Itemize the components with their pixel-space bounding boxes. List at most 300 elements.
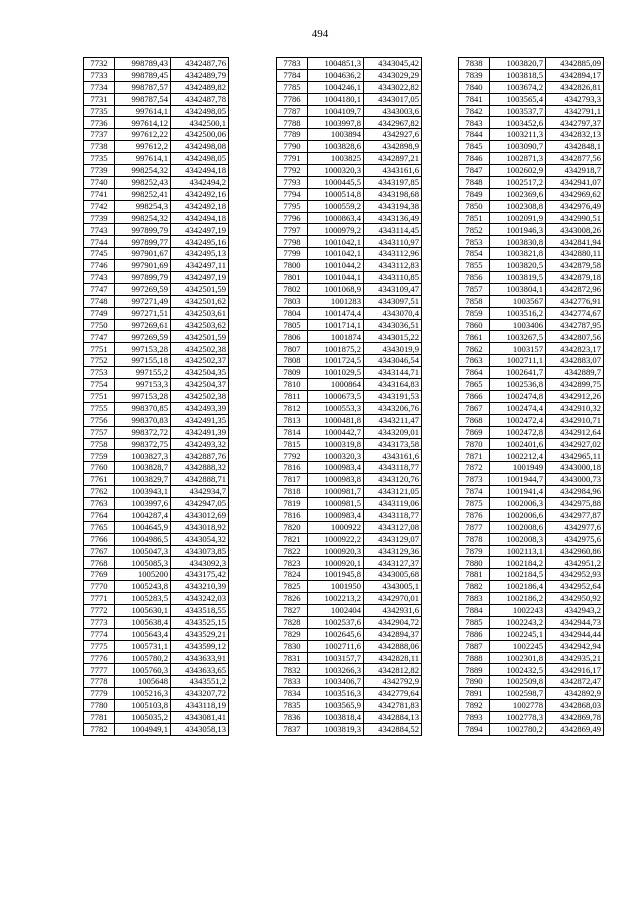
y-coordinate-cell: 4342791,1 <box>546 105 604 117</box>
point-number-cell: 7842 <box>459 105 490 117</box>
point-number-cell: 7834 <box>277 688 308 700</box>
point-number-cell: 7742 <box>84 200 115 212</box>
x-coordinate-cell: 1003819,3 <box>308 723 364 735</box>
table-row <box>277 224 422 236</box>
x-coordinate-cell: 1002186,4 <box>490 581 546 593</box>
x-coordinate-cell: 997153,3 <box>115 379 171 391</box>
x-coordinate-cell: 998254,32 <box>115 165 171 177</box>
x-coordinate-cell: 1002184,2 <box>490 557 546 569</box>
table-row <box>459 474 604 486</box>
x-coordinate-cell: 997899,79 <box>115 272 171 284</box>
point-number-cell: 7763 <box>84 497 115 509</box>
table-row <box>277 640 422 652</box>
table-row <box>459 652 604 664</box>
table-row <box>84 474 229 486</box>
x-coordinate-cell: 1005243,8 <box>115 581 171 593</box>
x-coordinate-cell: 1000514,8 <box>308 188 364 200</box>
y-coordinate-cell: 4343005,68 <box>364 569 422 581</box>
y-coordinate-cell: 4342950,92 <box>546 593 604 605</box>
point-number-cell: 7851 <box>459 212 490 224</box>
point-number-cell: 7745 <box>84 248 115 260</box>
table-row <box>277 236 422 248</box>
point-number-cell: 7811 <box>277 390 308 402</box>
x-coordinate-cell: 1000445,5 <box>308 176 364 188</box>
x-coordinate-cell: 997899,79 <box>115 224 171 236</box>
point-number-cell: 7772 <box>84 604 115 616</box>
x-coordinate-cell: 1003157,7 <box>308 652 364 664</box>
point-number-cell: 7837 <box>277 723 308 735</box>
point-number-cell: 7817 <box>277 474 308 486</box>
point-number-cell: 7785 <box>277 81 308 93</box>
y-coordinate-cell: 4342910,71 <box>546 414 604 426</box>
point-number-cell: 7739 <box>84 165 115 177</box>
point-number-cell: 7888 <box>459 652 490 664</box>
point-number-cell: 7771 <box>84 593 115 605</box>
table-row <box>277 581 422 593</box>
table-row <box>84 93 229 105</box>
y-coordinate-cell: 4342935,21 <box>546 652 604 664</box>
x-coordinate-cell: 1004986,5 <box>115 533 171 545</box>
point-number-cell: 7753 <box>84 367 115 379</box>
point-number-cell: 7859 <box>459 307 490 319</box>
table-row <box>277 295 422 307</box>
y-coordinate-cell: 4343525,15 <box>171 616 229 628</box>
y-coordinate-cell: 4342494,18 <box>171 212 229 224</box>
table-row <box>84 105 229 117</box>
x-coordinate-cell: 1003211,3 <box>490 129 546 141</box>
y-coordinate-cell: 4342927,02 <box>546 438 604 450</box>
x-coordinate-cell: 1000673,5 <box>308 390 364 402</box>
y-coordinate-cell: 4342501,62 <box>171 295 229 307</box>
x-coordinate-cell: 1005085,3 <box>115 557 171 569</box>
x-coordinate-cell: 1005283,5 <box>115 593 171 605</box>
y-coordinate-cell: 4342880,11 <box>546 248 604 260</box>
x-coordinate-cell: 1005103,8 <box>115 700 171 712</box>
table-row <box>277 462 422 474</box>
table-row <box>459 533 604 545</box>
table-row <box>84 402 229 414</box>
table-row <box>459 200 604 212</box>
table-row <box>277 700 422 712</box>
y-coordinate-cell: 4343127,08 <box>364 521 422 533</box>
point-number-cell: 7889 <box>459 664 490 676</box>
point-number-cell: 7855 <box>459 260 490 272</box>
point-number-cell: 7749 <box>84 307 115 319</box>
point-number-cell: 7761 <box>84 474 115 486</box>
point-number-cell: 7820 <box>277 521 308 533</box>
x-coordinate-cell: 1005648 <box>115 676 171 688</box>
x-coordinate-cell: 997153,28 <box>115 390 171 402</box>
y-coordinate-cell: 4342832,13 <box>546 129 604 141</box>
y-coordinate-cell: 4342779,64 <box>364 688 422 700</box>
y-coordinate-cell: 4343092,3 <box>171 557 229 569</box>
point-number-cell: 7850 <box>459 200 490 212</box>
x-coordinate-cell: 997271,49 <box>115 295 171 307</box>
x-coordinate-cell: 1003943,1 <box>115 486 171 498</box>
y-coordinate-cell: 4343144,71 <box>364 367 422 379</box>
x-coordinate-cell: 1001950 <box>308 581 364 593</box>
table-row <box>277 557 422 569</box>
table-row <box>459 176 604 188</box>
y-coordinate-cell: 4343127,37 <box>364 557 422 569</box>
x-coordinate-cell: 1000981,5 <box>308 497 364 509</box>
y-coordinate-cell: 4342872,47 <box>546 676 604 688</box>
table-row <box>459 153 604 165</box>
y-coordinate-cell: 4343029,29 <box>364 69 422 81</box>
point-number-cell: 7779 <box>84 688 115 700</box>
table-row <box>84 569 229 581</box>
x-coordinate-cell: 1003827,3 <box>115 450 171 462</box>
point-number-cell: 7748 <box>84 295 115 307</box>
x-coordinate-cell: 997155,2 <box>115 367 171 379</box>
x-coordinate-cell: 1001714,1 <box>308 319 364 331</box>
table-row <box>277 688 422 700</box>
point-number-cell: 7765 <box>84 521 115 533</box>
point-number-cell: 7843 <box>459 117 490 129</box>
x-coordinate-cell: 1005047,3 <box>115 545 171 557</box>
x-coordinate-cell: 1002186,2 <box>490 593 546 605</box>
point-number-cell: 7846 <box>459 153 490 165</box>
point-number-cell: 7879 <box>459 545 490 557</box>
y-coordinate-cell: 4342888,06 <box>364 640 422 652</box>
coordinates-table-col-1 <box>83 57 229 736</box>
x-coordinate-cell: 1002091,9 <box>490 212 546 224</box>
x-coordinate-cell: 1002213,2 <box>308 593 364 605</box>
point-number-cell: 7793 <box>277 176 308 188</box>
y-coordinate-cell: 4342776,91 <box>546 295 604 307</box>
y-coordinate-cell: 4343633,91 <box>171 652 229 664</box>
y-coordinate-cell: 4342872,96 <box>546 283 604 295</box>
point-number-cell: 7803 <box>277 295 308 307</box>
point-number-cell: 7858 <box>459 295 490 307</box>
point-number-cell: 7825 <box>277 581 308 593</box>
table-row <box>277 664 422 676</box>
y-coordinate-cell: 4342918,7 <box>546 165 604 177</box>
y-coordinate-cell: 4342774,67 <box>546 307 604 319</box>
x-coordinate-cell: 1000922 <box>308 521 364 533</box>
y-coordinate-cell: 4343191,53 <box>364 390 422 402</box>
table-row <box>459 331 604 343</box>
table-row <box>459 117 604 129</box>
point-number-cell: 7744 <box>84 236 115 248</box>
x-coordinate-cell: 998789,43 <box>115 58 171 70</box>
point-number-cell: 7872 <box>459 462 490 474</box>
point-number-cell: 7864 <box>459 367 490 379</box>
point-number-cell: 7797 <box>277 224 308 236</box>
point-number-cell: 7789 <box>277 129 308 141</box>
y-coordinate-cell: 4342931,6 <box>364 604 422 616</box>
x-coordinate-cell: 998252,41 <box>115 188 171 200</box>
y-coordinate-cell: 4343242,03 <box>171 593 229 605</box>
table-row <box>459 236 604 248</box>
point-number-cell: 7747 <box>84 331 115 343</box>
x-coordinate-cell: 1004636,2 <box>308 69 364 81</box>
point-number-cell: 7871 <box>459 450 490 462</box>
x-coordinate-cell: 1005731,1 <box>115 640 171 652</box>
point-number-cell: 7848 <box>459 176 490 188</box>
y-coordinate-cell: 4342493,39 <box>171 402 229 414</box>
x-coordinate-cell: 1002778,3 <box>490 711 546 723</box>
x-coordinate-cell: 1001474,4 <box>308 307 364 319</box>
table-row <box>277 165 422 177</box>
point-number-cell: 7866 <box>459 390 490 402</box>
table-row <box>459 569 604 581</box>
x-coordinate-cell: 1004949,1 <box>115 723 171 735</box>
table-row <box>277 628 422 640</box>
point-number-cell: 7894 <box>459 723 490 735</box>
y-coordinate-cell: 4343211,47 <box>364 414 422 426</box>
x-coordinate-cell: 1001044,2 <box>308 260 364 272</box>
point-number-cell: 7886 <box>459 628 490 640</box>
point-number-cell: 7784 <box>277 69 308 81</box>
y-coordinate-cell: 4343120,76 <box>364 474 422 486</box>
x-coordinate-cell: 998370,85 <box>115 402 171 414</box>
y-coordinate-cell: 4342489,82 <box>171 81 229 93</box>
x-coordinate-cell: 997269,61 <box>115 319 171 331</box>
point-number-cell: 7743 <box>84 224 115 236</box>
y-coordinate-cell: 4342944,73 <box>546 616 604 628</box>
point-number-cell: 7847 <box>459 165 490 177</box>
table-row <box>277 402 422 414</box>
x-coordinate-cell: 998252,43 <box>115 176 171 188</box>
table-row <box>84 450 229 462</box>
point-number-cell: 7877 <box>459 521 490 533</box>
point-number-cell: 7861 <box>459 331 490 343</box>
x-coordinate-cell: 1000553,3 <box>308 402 364 414</box>
table-row <box>84 379 229 391</box>
table-row <box>84 533 229 545</box>
y-coordinate-cell: 4343194,38 <box>364 200 422 212</box>
y-coordinate-cell: 4343012,69 <box>171 509 229 521</box>
x-coordinate-cell: 998370,83 <box>115 414 171 426</box>
x-coordinate-cell: 1003567 <box>490 295 546 307</box>
y-coordinate-cell: 4343164,83 <box>364 379 422 391</box>
point-number-cell: 7870 <box>459 438 490 450</box>
x-coordinate-cell: 1003267,5 <box>490 331 546 343</box>
x-coordinate-cell: 1000920,3 <box>308 545 364 557</box>
y-coordinate-cell: 4343046,54 <box>364 355 422 367</box>
table-row <box>84 414 229 426</box>
table-row <box>459 545 604 557</box>
y-coordinate-cell: 4342975,88 <box>546 497 604 509</box>
point-number-cell: 7739 <box>84 212 115 224</box>
y-coordinate-cell: 4342934,7 <box>171 486 229 498</box>
table-row <box>84 81 229 93</box>
x-coordinate-cell: 1001944,7 <box>490 474 546 486</box>
x-coordinate-cell: 1004109,7 <box>308 105 364 117</box>
x-coordinate-cell: 997269,59 <box>115 283 171 295</box>
x-coordinate-cell: 1002301,8 <box>490 652 546 664</box>
table-row <box>459 129 604 141</box>
point-number-cell: 7865 <box>459 379 490 391</box>
table-row <box>277 105 422 117</box>
point-number-cell: 7868 <box>459 414 490 426</box>
table-row <box>277 533 422 545</box>
table-row <box>459 81 604 93</box>
table-row <box>84 165 229 177</box>
point-number-cell: 7883 <box>459 593 490 605</box>
y-coordinate-cell: 4342897,21 <box>364 153 422 165</box>
x-coordinate-cell: 1002006,6 <box>490 509 546 521</box>
y-coordinate-cell: 4342975,6 <box>546 533 604 545</box>
y-coordinate-cell: 4342500,1 <box>171 117 229 129</box>
table-row <box>459 664 604 676</box>
y-coordinate-cell: 4342503,62 <box>171 319 229 331</box>
table-row <box>84 628 229 640</box>
y-coordinate-cell: 4343081,41 <box>171 711 229 723</box>
x-coordinate-cell: 1005760,3 <box>115 664 171 676</box>
x-coordinate-cell: 1004851,3 <box>308 58 364 70</box>
y-coordinate-cell: 4342792,9 <box>364 676 422 688</box>
point-number-cell: 7813 <box>277 414 308 426</box>
point-number-cell: 7881 <box>459 569 490 581</box>
x-coordinate-cell: 1003565,9 <box>308 700 364 712</box>
table-row <box>277 129 422 141</box>
page-number: 494 <box>311 28 329 40</box>
y-coordinate-cell: 4342787,95 <box>546 319 604 331</box>
x-coordinate-cell: 1000320,3 <box>308 450 364 462</box>
point-number-cell: 7788 <box>277 117 308 129</box>
x-coordinate-cell: 1003266,3 <box>308 664 364 676</box>
point-number-cell: 7835 <box>277 700 308 712</box>
point-number-cell: 7841 <box>459 93 490 105</box>
y-coordinate-cell: 4342916,17 <box>546 664 604 676</box>
x-coordinate-cell: 1005643,4 <box>115 628 171 640</box>
table-row <box>277 176 422 188</box>
table-row <box>277 212 422 224</box>
y-coordinate-cell: 4343036,51 <box>364 319 422 331</box>
point-number-cell: 7840 <box>459 81 490 93</box>
y-coordinate-cell: 4343198,68 <box>364 188 422 200</box>
table-row <box>277 379 422 391</box>
table-row <box>459 628 604 640</box>
table-row <box>277 117 422 129</box>
y-coordinate-cell: 4342976,49 <box>546 200 604 212</box>
table-row <box>459 462 604 474</box>
x-coordinate-cell: 1000983,4 <box>308 462 364 474</box>
point-number-cell: 7766 <box>84 533 115 545</box>
table-row <box>84 723 229 735</box>
x-coordinate-cell: 1002245,1 <box>490 628 546 640</box>
y-coordinate-cell: 4342812,82 <box>364 664 422 676</box>
x-coordinate-cell: 1002645,6 <box>308 628 364 640</box>
table-row <box>84 700 229 712</box>
x-coordinate-cell: 997153,28 <box>115 343 171 355</box>
point-number-cell: 7783 <box>277 58 308 70</box>
x-coordinate-cell: 1001044,1 <box>308 272 364 284</box>
x-coordinate-cell: 1005780,2 <box>115 652 171 664</box>
point-number-cell: 7801 <box>277 272 308 284</box>
point-number-cell: 7845 <box>459 141 490 153</box>
x-coordinate-cell: 1001068,9 <box>308 283 364 295</box>
point-number-cell: 7856 <box>459 272 490 284</box>
point-number-cell: 7857 <box>459 283 490 295</box>
x-coordinate-cell: 1003828,7 <box>115 462 171 474</box>
table-row <box>459 700 604 712</box>
point-number-cell: 7731 <box>84 93 115 105</box>
point-number-cell: 7890 <box>459 676 490 688</box>
point-number-cell: 7794 <box>277 188 308 200</box>
x-coordinate-cell: 997612,2 <box>115 141 171 153</box>
point-number-cell: 7776 <box>84 652 115 664</box>
table-row <box>459 414 604 426</box>
table-row <box>459 379 604 391</box>
y-coordinate-cell: 4342793,3 <box>546 93 604 105</box>
y-coordinate-cell: 4342492,18 <box>171 200 229 212</box>
y-coordinate-cell: 4342884,52 <box>364 723 422 735</box>
y-coordinate-cell: 4342904,72 <box>364 616 422 628</box>
y-coordinate-cell: 4342970,01 <box>364 593 422 605</box>
x-coordinate-cell: 997155,18 <box>115 355 171 367</box>
y-coordinate-cell: 4343058,13 <box>171 723 229 735</box>
point-number-cell: 7892 <box>459 700 490 712</box>
x-coordinate-cell: 1002369,6 <box>490 188 546 200</box>
point-number-cell: 7831 <box>277 652 308 664</box>
x-coordinate-cell: 1000863,4 <box>308 212 364 224</box>
x-coordinate-cell: 1003820,5 <box>490 260 546 272</box>
x-coordinate-cell: 1003804,1 <box>490 283 546 295</box>
y-coordinate-cell: 4342502,37 <box>171 355 229 367</box>
point-number-cell: 7767 <box>84 545 115 557</box>
x-coordinate-cell: 1001875,2 <box>308 343 364 355</box>
y-coordinate-cell: 4342879,18 <box>546 272 604 284</box>
table-row <box>459 390 604 402</box>
x-coordinate-cell: 1002243,2 <box>490 616 546 628</box>
x-coordinate-cell: 1003674,2 <box>490 81 546 93</box>
point-number-cell: 7863 <box>459 355 490 367</box>
y-coordinate-cell: 4343000,18 <box>546 462 604 474</box>
point-number-cell: 7768 <box>84 557 115 569</box>
y-coordinate-cell: 4343005,1 <box>364 581 422 593</box>
table-row <box>277 153 422 165</box>
y-coordinate-cell: 4343136,49 <box>364 212 422 224</box>
y-coordinate-cell: 4342494,18 <box>171 165 229 177</box>
x-coordinate-cell: 1003565,4 <box>490 93 546 105</box>
table-row <box>459 688 604 700</box>
table-row <box>84 272 229 284</box>
point-number-cell: 7751 <box>84 343 115 355</box>
table-row <box>84 319 229 331</box>
point-number-cell: 7796 <box>277 212 308 224</box>
point-number-cell: 7849 <box>459 188 490 200</box>
y-coordinate-cell: 4342969,62 <box>546 188 604 200</box>
x-coordinate-cell: 1002602,9 <box>490 165 546 177</box>
table-row <box>277 676 422 688</box>
x-coordinate-cell: 1003819,5 <box>490 272 546 284</box>
table-row <box>84 557 229 569</box>
y-coordinate-cell: 4342848,1 <box>546 141 604 153</box>
x-coordinate-cell: 1002517,2 <box>490 176 546 188</box>
x-coordinate-cell: 1002472,4 <box>490 414 546 426</box>
x-coordinate-cell: 1000442,7 <box>308 426 364 438</box>
y-coordinate-cell: 4342984,96 <box>546 486 604 498</box>
table-row <box>459 260 604 272</box>
table-row <box>277 450 422 462</box>
x-coordinate-cell: 1000481,8 <box>308 414 364 426</box>
point-number-cell: 7875 <box>459 497 490 509</box>
y-coordinate-cell: 4342889,7 <box>546 367 604 379</box>
y-coordinate-cell: 4343110,85 <box>364 272 422 284</box>
y-coordinate-cell: 4343173,58 <box>364 438 422 450</box>
y-coordinate-cell: 4342828,11 <box>364 652 422 664</box>
table-row <box>84 664 229 676</box>
x-coordinate-cell: 1003516,3 <box>308 688 364 700</box>
table-row <box>277 367 422 379</box>
table-row <box>84 486 229 498</box>
x-coordinate-cell: 1003516,2 <box>490 307 546 319</box>
point-number-cell: 7816 <box>277 462 308 474</box>
y-coordinate-cell: 4342892,9 <box>546 688 604 700</box>
